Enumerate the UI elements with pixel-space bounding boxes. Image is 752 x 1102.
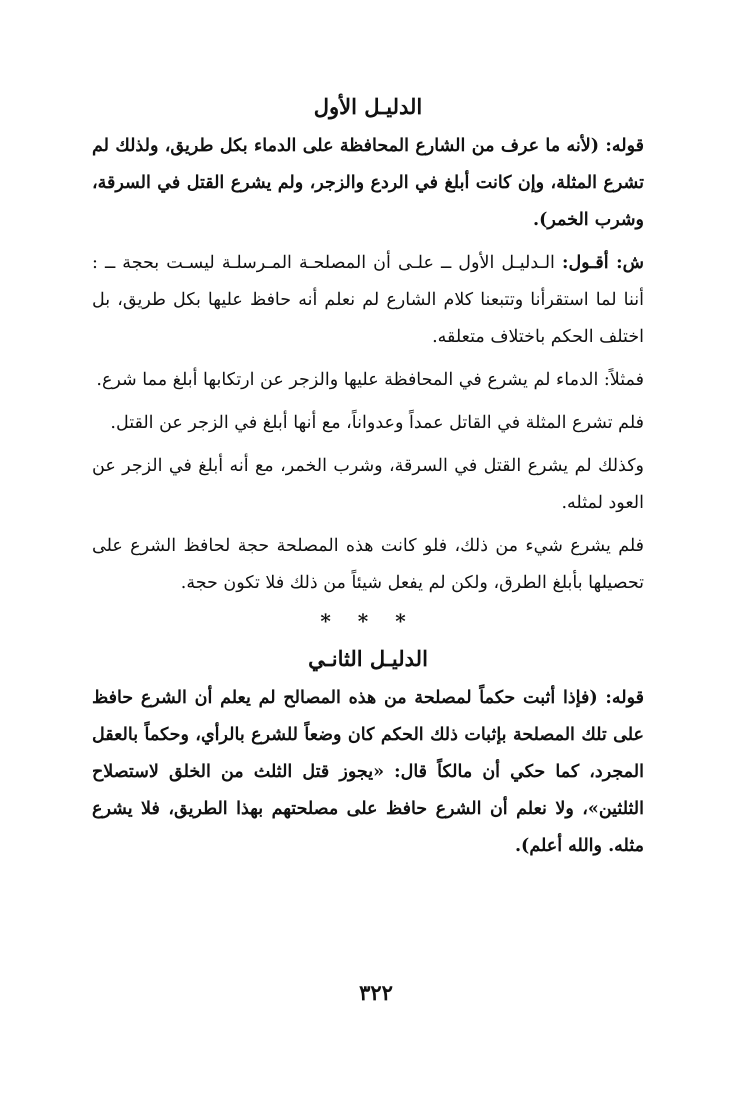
- sharh-paragraph: [92, 245, 644, 356]
- section-separator: * * *: [320, 609, 416, 633]
- paragraph-mutilation: فلم تشرع المثلة في القاتل عمداً وعدواناً، مع أنها أبلغ في الزجر عن القتل.: [110, 413, 644, 433]
- sharh-label: ش: أقـول:: [561, 253, 644, 273]
- page-content: [92, 92, 644, 865]
- page-number: ٣٢٢: [359, 980, 393, 1005]
- paragraph-for-example: فمثلاً: الدماء لم يشرع في المحافظة عليها والزجر عن ارتكابها أبلغ مما شرع.: [96, 370, 644, 390]
- paragraph-conclusion: فلم يشرع شيء من ذلك، فلو كانت هذه المصلحة حجة لحافظ الشرع على تحصيلها بأبلغ الطرق، ولكن لم يفعل شيئاً من ذلك فلا تكون حجة.: [92, 536, 644, 593]
- paragraph-likewise: وكذلك لم يشرع القتل في السرقة، وشرب الخمر، مع أنه أبلغ في الزجر عن العود لمثله.: [92, 456, 644, 513]
- section-title-first-proof: الدليـل الأول: [313, 94, 423, 119]
- quote-paragraph-second: قوله: (فإذا أثبت حكماً لمصلحة من هذه المصالح لم يعلم أن الشرع حافظ على تلك المصلحة بإثبات ذلك الحكم كان وضعاً للشرع بالرأي، وحكماً بالعقل المجرد، كما حكي أن مالكاً قال: «يجوز قتل الثلث من الخلق لاستصلاح الثلثين»، ولا نعلم أن الشرع حافظ على مصلحتهم بهذا الطريق، فلا يشرع مثله. والله أعلم).: [92, 688, 644, 856]
- section-title-second-proof: الدليـل الثانـي: [308, 646, 428, 671]
- quote-paragraph-first: قوله: (لأنه ما عرف من الشارع المحافظة على الدماء بكل طريق، ولذلك لم تشرع المثلة، وإن كانت أبلغ في الردع والزجر، ولم يشرع القتل في السرقة، وشرب الخمر).: [92, 136, 644, 230]
- sharh-text: الـدليـل الأول ــ علـى أن المصلحـة المـرسلـة ليسـت بحجة ــ : أننا لما استقرأنا وتتبعنا كلام الشارع لم نعلم أنه حافظ عليها بكل طريق، بل اختلف الحكم باختلاف متعلقه.: [92, 253, 644, 347]
